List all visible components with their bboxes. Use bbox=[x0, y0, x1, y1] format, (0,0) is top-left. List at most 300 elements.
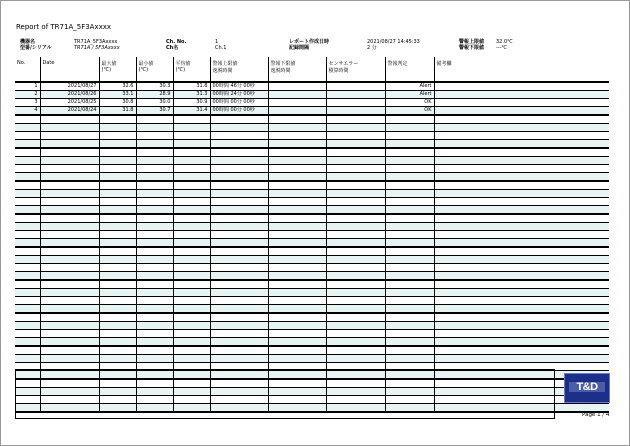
table-row bbox=[15, 322, 609, 330]
cell-date bbox=[40, 157, 99, 165]
cell-min bbox=[136, 297, 173, 305]
cell-avg: 30.9 bbox=[173, 99, 210, 107]
cell-judge bbox=[385, 272, 434, 281]
cell-judge bbox=[385, 338, 434, 347]
cell-date bbox=[40, 173, 99, 182]
cell-max bbox=[99, 297, 136, 305]
cell-sensor bbox=[326, 322, 385, 330]
cell-max bbox=[99, 157, 136, 165]
cell-lower bbox=[268, 124, 326, 132]
cell-date bbox=[40, 190, 99, 198]
cell-judge bbox=[385, 148, 434, 157]
cell-remarks bbox=[434, 214, 609, 223]
cell-lower bbox=[268, 223, 326, 231]
cell-sensor bbox=[326, 173, 385, 182]
cell-date bbox=[40, 280, 99, 289]
table-row bbox=[15, 264, 609, 272]
table-row bbox=[15, 330, 609, 338]
cell-sensor bbox=[326, 313, 385, 322]
cell-judge bbox=[385, 239, 434, 248]
cell-remarks bbox=[434, 181, 609, 190]
cell-remarks bbox=[434, 256, 609, 264]
cell-date bbox=[40, 181, 99, 190]
cell-avg bbox=[173, 264, 210, 272]
table-row bbox=[15, 346, 609, 355]
table-row bbox=[15, 297, 609, 305]
cell-min bbox=[136, 148, 173, 157]
cell-max bbox=[99, 214, 136, 223]
cell-sensor bbox=[326, 305, 385, 314]
cell-lower bbox=[268, 91, 326, 99]
model-name-label: 機器名 bbox=[20, 39, 36, 45]
cell-upper bbox=[210, 173, 268, 182]
table-row bbox=[15, 82, 609, 91]
cell-remarks bbox=[434, 264, 609, 272]
cell-upper bbox=[210, 355, 268, 363]
ch-no-value: 1 bbox=[215, 39, 219, 45]
cell-date bbox=[40, 355, 99, 363]
cell-max bbox=[99, 264, 136, 272]
cell-max bbox=[99, 280, 136, 289]
cell-lower bbox=[268, 280, 326, 289]
alarm-upper-label: 警報上限値 bbox=[459, 39, 485, 45]
cell-judge bbox=[385, 330, 434, 338]
cell-lower bbox=[268, 99, 326, 107]
cell-upper bbox=[210, 124, 268, 132]
cell-upper bbox=[210, 140, 268, 149]
table-row bbox=[15, 173, 609, 182]
cell-max: 30.8 bbox=[99, 99, 136, 107]
cell-avg bbox=[173, 214, 210, 223]
cell-lower bbox=[268, 322, 326, 330]
cell-sensor bbox=[326, 140, 385, 149]
cell-no bbox=[15, 239, 40, 248]
cell-avg bbox=[173, 165, 210, 173]
cell-judge bbox=[385, 346, 434, 355]
cell-upper bbox=[210, 272, 268, 281]
cell-date bbox=[40, 198, 99, 206]
cell-judge bbox=[385, 140, 434, 149]
cell-date bbox=[40, 165, 99, 173]
cell-no bbox=[15, 305, 40, 314]
cell-no bbox=[15, 256, 40, 264]
cell-max: 31.8 bbox=[99, 107, 136, 116]
cell-judge bbox=[385, 132, 434, 140]
cell-upper: 00時間 00分 00秒 bbox=[210, 107, 268, 116]
cell-no bbox=[15, 231, 40, 239]
cell-judge bbox=[385, 190, 434, 198]
cell-date bbox=[40, 297, 99, 305]
cell-avg bbox=[173, 181, 210, 190]
ch-no-label: Ch. No. bbox=[166, 39, 187, 45]
cell-sensor bbox=[326, 256, 385, 264]
cell-max bbox=[99, 190, 136, 198]
col-header-remarks: 備考欄 bbox=[434, 57, 609, 82]
cell-min bbox=[136, 140, 173, 149]
cell-no bbox=[15, 115, 40, 124]
cell-upper bbox=[210, 148, 268, 157]
cell-upper bbox=[210, 280, 268, 289]
cell-upper bbox=[210, 247, 268, 256]
cell-min bbox=[136, 181, 173, 190]
cell-upper bbox=[210, 330, 268, 338]
table-row bbox=[15, 223, 609, 231]
cell-sensor bbox=[326, 355, 385, 363]
cell-remarks bbox=[434, 99, 609, 107]
cell-avg bbox=[173, 313, 210, 322]
cell-lower bbox=[268, 107, 326, 116]
cell-sensor bbox=[326, 181, 385, 190]
cell-judge bbox=[385, 124, 434, 132]
cell-upper bbox=[210, 338, 268, 347]
cell-upper: 00時間 00分 00秒 bbox=[210, 99, 268, 107]
cell-max bbox=[99, 346, 136, 355]
cell-avg bbox=[173, 355, 210, 363]
cell-no bbox=[15, 280, 40, 289]
cell-max bbox=[99, 181, 136, 190]
cell-date bbox=[40, 289, 99, 297]
cell-remarks bbox=[434, 124, 609, 132]
table-row bbox=[15, 272, 609, 281]
cell-no bbox=[15, 140, 40, 149]
cell-min bbox=[136, 239, 173, 248]
cell-no bbox=[15, 272, 40, 281]
cell-upper bbox=[210, 190, 268, 198]
cell-lower bbox=[268, 140, 326, 149]
cell-remarks bbox=[434, 322, 609, 330]
table-row bbox=[15, 157, 609, 165]
cell-min bbox=[136, 173, 173, 182]
cell-upper bbox=[210, 132, 268, 140]
cell-no bbox=[15, 313, 40, 322]
col-header-no: No. bbox=[15, 57, 40, 82]
col-header-upper-deviation: 警報上限値 逸脱時間 bbox=[210, 57, 268, 82]
cell-date bbox=[40, 206, 99, 215]
table-row bbox=[15, 231, 609, 239]
cell-date bbox=[40, 338, 99, 347]
cell-avg bbox=[173, 322, 210, 330]
memo-box bbox=[15, 369, 555, 419]
cell-max bbox=[99, 272, 136, 281]
table-row bbox=[15, 124, 609, 132]
cell-upper bbox=[210, 115, 268, 124]
cell-lower bbox=[268, 82, 326, 91]
cell-judge bbox=[385, 231, 434, 239]
cell-date: 2021/08/26 bbox=[40, 91, 99, 99]
cell-avg: 31.3 bbox=[173, 91, 210, 99]
ch-name-value: Ch.1 bbox=[215, 45, 227, 51]
cell-no bbox=[15, 289, 40, 297]
cell-min bbox=[136, 305, 173, 314]
cell-max bbox=[99, 148, 136, 157]
cell-no bbox=[15, 214, 40, 223]
model-serial-label: 型番/シリアル bbox=[20, 45, 52, 51]
cell-avg bbox=[173, 289, 210, 297]
cell-upper bbox=[210, 313, 268, 322]
cell-no bbox=[15, 355, 40, 363]
cell-judge bbox=[385, 181, 434, 190]
cell-avg bbox=[173, 330, 210, 338]
cell-date: 2021/08/25 bbox=[40, 99, 99, 107]
table-row bbox=[15, 256, 609, 264]
cell-max bbox=[99, 132, 136, 140]
cell-min bbox=[136, 280, 173, 289]
cell-min bbox=[136, 346, 173, 355]
report-created-label: レポート作成日時 bbox=[289, 39, 330, 45]
cell-lower bbox=[268, 165, 326, 173]
cell-min bbox=[136, 289, 173, 297]
cell-no bbox=[15, 338, 40, 347]
col-header-lower-deviation: 警報下限値 逸脱時間 bbox=[268, 57, 326, 82]
table-row bbox=[15, 247, 609, 256]
cell-upper bbox=[210, 305, 268, 314]
cell-remarks bbox=[434, 140, 609, 149]
cell-upper bbox=[210, 223, 268, 231]
cell-judge bbox=[385, 157, 434, 165]
cell-avg bbox=[173, 280, 210, 289]
table-row bbox=[15, 140, 609, 149]
cell-min bbox=[136, 256, 173, 264]
cell-remarks bbox=[434, 107, 609, 116]
cell-max bbox=[99, 206, 136, 215]
cell-min bbox=[136, 190, 173, 198]
cell-upper bbox=[210, 297, 268, 305]
cell-date bbox=[40, 124, 99, 132]
col-header-max: 最大値 (℃) bbox=[99, 57, 136, 82]
cell-min bbox=[136, 132, 173, 140]
cell-lower bbox=[268, 305, 326, 314]
cell-min bbox=[136, 115, 173, 124]
cell-date bbox=[40, 239, 99, 248]
cell-avg bbox=[173, 140, 210, 149]
cell-min: 30.0 bbox=[136, 99, 173, 107]
cell-remarks bbox=[434, 305, 609, 314]
cell-remarks bbox=[434, 91, 609, 99]
cell-remarks bbox=[434, 82, 609, 91]
cell-no bbox=[15, 190, 40, 198]
cell-max bbox=[99, 322, 136, 330]
cell-lower bbox=[268, 231, 326, 239]
cell-lower bbox=[268, 338, 326, 347]
cell-lower bbox=[268, 247, 326, 256]
cell-max bbox=[99, 223, 136, 231]
table-row bbox=[15, 198, 609, 206]
cell-upper bbox=[210, 322, 268, 330]
cell-upper bbox=[210, 157, 268, 165]
cell-sensor bbox=[326, 91, 385, 99]
cell-judge bbox=[385, 264, 434, 272]
cell-date bbox=[40, 264, 99, 272]
table-row bbox=[15, 355, 609, 363]
cell-lower bbox=[268, 272, 326, 281]
daily-summary-table bbox=[15, 57, 609, 413]
cell-upper bbox=[210, 346, 268, 355]
cell-judge bbox=[385, 115, 434, 124]
cell-min: 28.9 bbox=[136, 91, 173, 99]
cell-upper bbox=[210, 264, 268, 272]
cell-lower bbox=[268, 214, 326, 223]
cell-judge bbox=[385, 297, 434, 305]
cell-lower bbox=[268, 256, 326, 264]
cell-date bbox=[40, 140, 99, 149]
logo-text: T&D bbox=[576, 381, 598, 393]
cell-min: 30.3 bbox=[136, 82, 173, 91]
cell-max bbox=[99, 247, 136, 256]
cell-avg bbox=[173, 190, 210, 198]
cell-judge bbox=[385, 280, 434, 289]
cell-judge bbox=[385, 206, 434, 215]
cell-max bbox=[99, 338, 136, 347]
cell-min bbox=[136, 206, 173, 215]
cell-date bbox=[40, 322, 99, 330]
table-row bbox=[15, 91, 609, 99]
cell-lower bbox=[268, 206, 326, 215]
cell-avg bbox=[173, 231, 210, 239]
cell-date: 2021/08/27 bbox=[40, 82, 99, 91]
cell-no bbox=[15, 322, 40, 330]
cell-judge: Alert bbox=[385, 82, 434, 91]
cell-avg bbox=[173, 124, 210, 132]
alarm-lower-label: 警報下限値 bbox=[459, 45, 485, 51]
table-row bbox=[15, 148, 609, 157]
cell-date bbox=[40, 330, 99, 338]
cell-remarks bbox=[434, 190, 609, 198]
cell-sensor bbox=[326, 239, 385, 248]
cell-judge: OK bbox=[385, 107, 434, 116]
cell-no bbox=[15, 223, 40, 231]
cell-sensor bbox=[326, 289, 385, 297]
cell-judge bbox=[385, 173, 434, 182]
cell-judge bbox=[385, 223, 434, 231]
cell-max: 32.6 bbox=[99, 82, 136, 91]
cell-upper bbox=[210, 231, 268, 239]
cell-remarks bbox=[434, 355, 609, 363]
cell-upper bbox=[210, 289, 268, 297]
cell-judge bbox=[385, 355, 434, 363]
cell-remarks bbox=[434, 280, 609, 289]
cell-date bbox=[40, 313, 99, 322]
cell-sensor bbox=[326, 231, 385, 239]
cell-min bbox=[136, 231, 173, 239]
cell-date bbox=[40, 214, 99, 223]
cell-remarks bbox=[434, 173, 609, 182]
cell-sensor bbox=[326, 264, 385, 272]
cell-upper bbox=[210, 206, 268, 215]
cell-min bbox=[136, 157, 173, 165]
cell-lower bbox=[268, 148, 326, 157]
cell-upper bbox=[210, 181, 268, 190]
cell-no: 4 bbox=[15, 107, 40, 116]
report-created-value: 2021/08/27 14:45:33 bbox=[367, 39, 420, 45]
model-serial-value: TR71A / 5F3Axxxx bbox=[74, 45, 120, 51]
cell-judge bbox=[385, 214, 434, 223]
cell-max bbox=[99, 239, 136, 248]
cell-upper: 00時間 46分 00秒 bbox=[210, 82, 268, 91]
cell-sensor bbox=[326, 157, 385, 165]
cell-upper bbox=[210, 214, 268, 223]
cell-sensor bbox=[326, 99, 385, 107]
cell-sensor bbox=[326, 338, 385, 347]
cell-lower bbox=[268, 173, 326, 182]
cell-max bbox=[99, 124, 136, 132]
record-interval-value: 2 分 bbox=[367, 45, 377, 51]
cell-sensor bbox=[326, 280, 385, 289]
cell-min bbox=[136, 223, 173, 231]
cell-min bbox=[136, 322, 173, 330]
cell-sensor bbox=[326, 206, 385, 215]
cell-remarks bbox=[434, 198, 609, 206]
cell-max bbox=[99, 305, 136, 314]
cell-avg bbox=[173, 223, 210, 231]
table-row bbox=[15, 190, 609, 198]
table-row bbox=[15, 181, 609, 190]
cell-avg bbox=[173, 115, 210, 124]
cell-no bbox=[15, 247, 40, 256]
cell-no bbox=[15, 165, 40, 173]
cell-sensor bbox=[326, 165, 385, 173]
cell-remarks bbox=[434, 231, 609, 239]
cell-min bbox=[136, 247, 173, 256]
cell-upper bbox=[210, 165, 268, 173]
cell-remarks bbox=[434, 338, 609, 347]
cell-sensor bbox=[326, 107, 385, 116]
cell-max bbox=[99, 256, 136, 264]
cell-no: 3 bbox=[15, 99, 40, 107]
col-header-avg: 平均値 (℃) bbox=[173, 57, 210, 82]
cell-remarks bbox=[434, 157, 609, 165]
cell-avg bbox=[173, 247, 210, 256]
cell-max bbox=[99, 165, 136, 173]
cell-avg bbox=[173, 132, 210, 140]
cell-sensor bbox=[326, 198, 385, 206]
cell-avg bbox=[173, 272, 210, 281]
cell-lower bbox=[268, 346, 326, 355]
table-row bbox=[15, 280, 609, 289]
cell-no bbox=[15, 297, 40, 305]
cell-avg bbox=[173, 157, 210, 165]
cell-remarks bbox=[434, 239, 609, 248]
cell-no bbox=[15, 264, 40, 272]
table-row bbox=[15, 313, 609, 322]
cell-sensor bbox=[326, 297, 385, 305]
cell-no bbox=[15, 124, 40, 132]
cell-max bbox=[99, 355, 136, 363]
cell-sensor bbox=[326, 330, 385, 338]
cell-lower bbox=[268, 264, 326, 272]
cell-judge bbox=[385, 198, 434, 206]
cell-lower bbox=[268, 239, 326, 248]
cell-max bbox=[99, 313, 136, 322]
cell-upper bbox=[210, 256, 268, 264]
table-row bbox=[15, 107, 609, 116]
col-header-date: Date bbox=[40, 57, 99, 82]
cell-avg bbox=[173, 239, 210, 248]
cell-remarks bbox=[434, 330, 609, 338]
cell-date bbox=[40, 132, 99, 140]
cell-min bbox=[136, 214, 173, 223]
table-row bbox=[15, 165, 609, 173]
cell-date bbox=[40, 305, 99, 314]
cell-avg: 31.4 bbox=[173, 107, 210, 116]
col-header-judgement: 警報判定 bbox=[385, 57, 434, 82]
page-number: Page 1 / 4 bbox=[582, 412, 610, 418]
cell-date bbox=[40, 115, 99, 124]
cell-lower bbox=[268, 132, 326, 140]
cell-remarks bbox=[434, 247, 609, 256]
cell-sensor bbox=[326, 247, 385, 256]
table-header-row bbox=[15, 57, 609, 82]
cell-remarks bbox=[434, 132, 609, 140]
